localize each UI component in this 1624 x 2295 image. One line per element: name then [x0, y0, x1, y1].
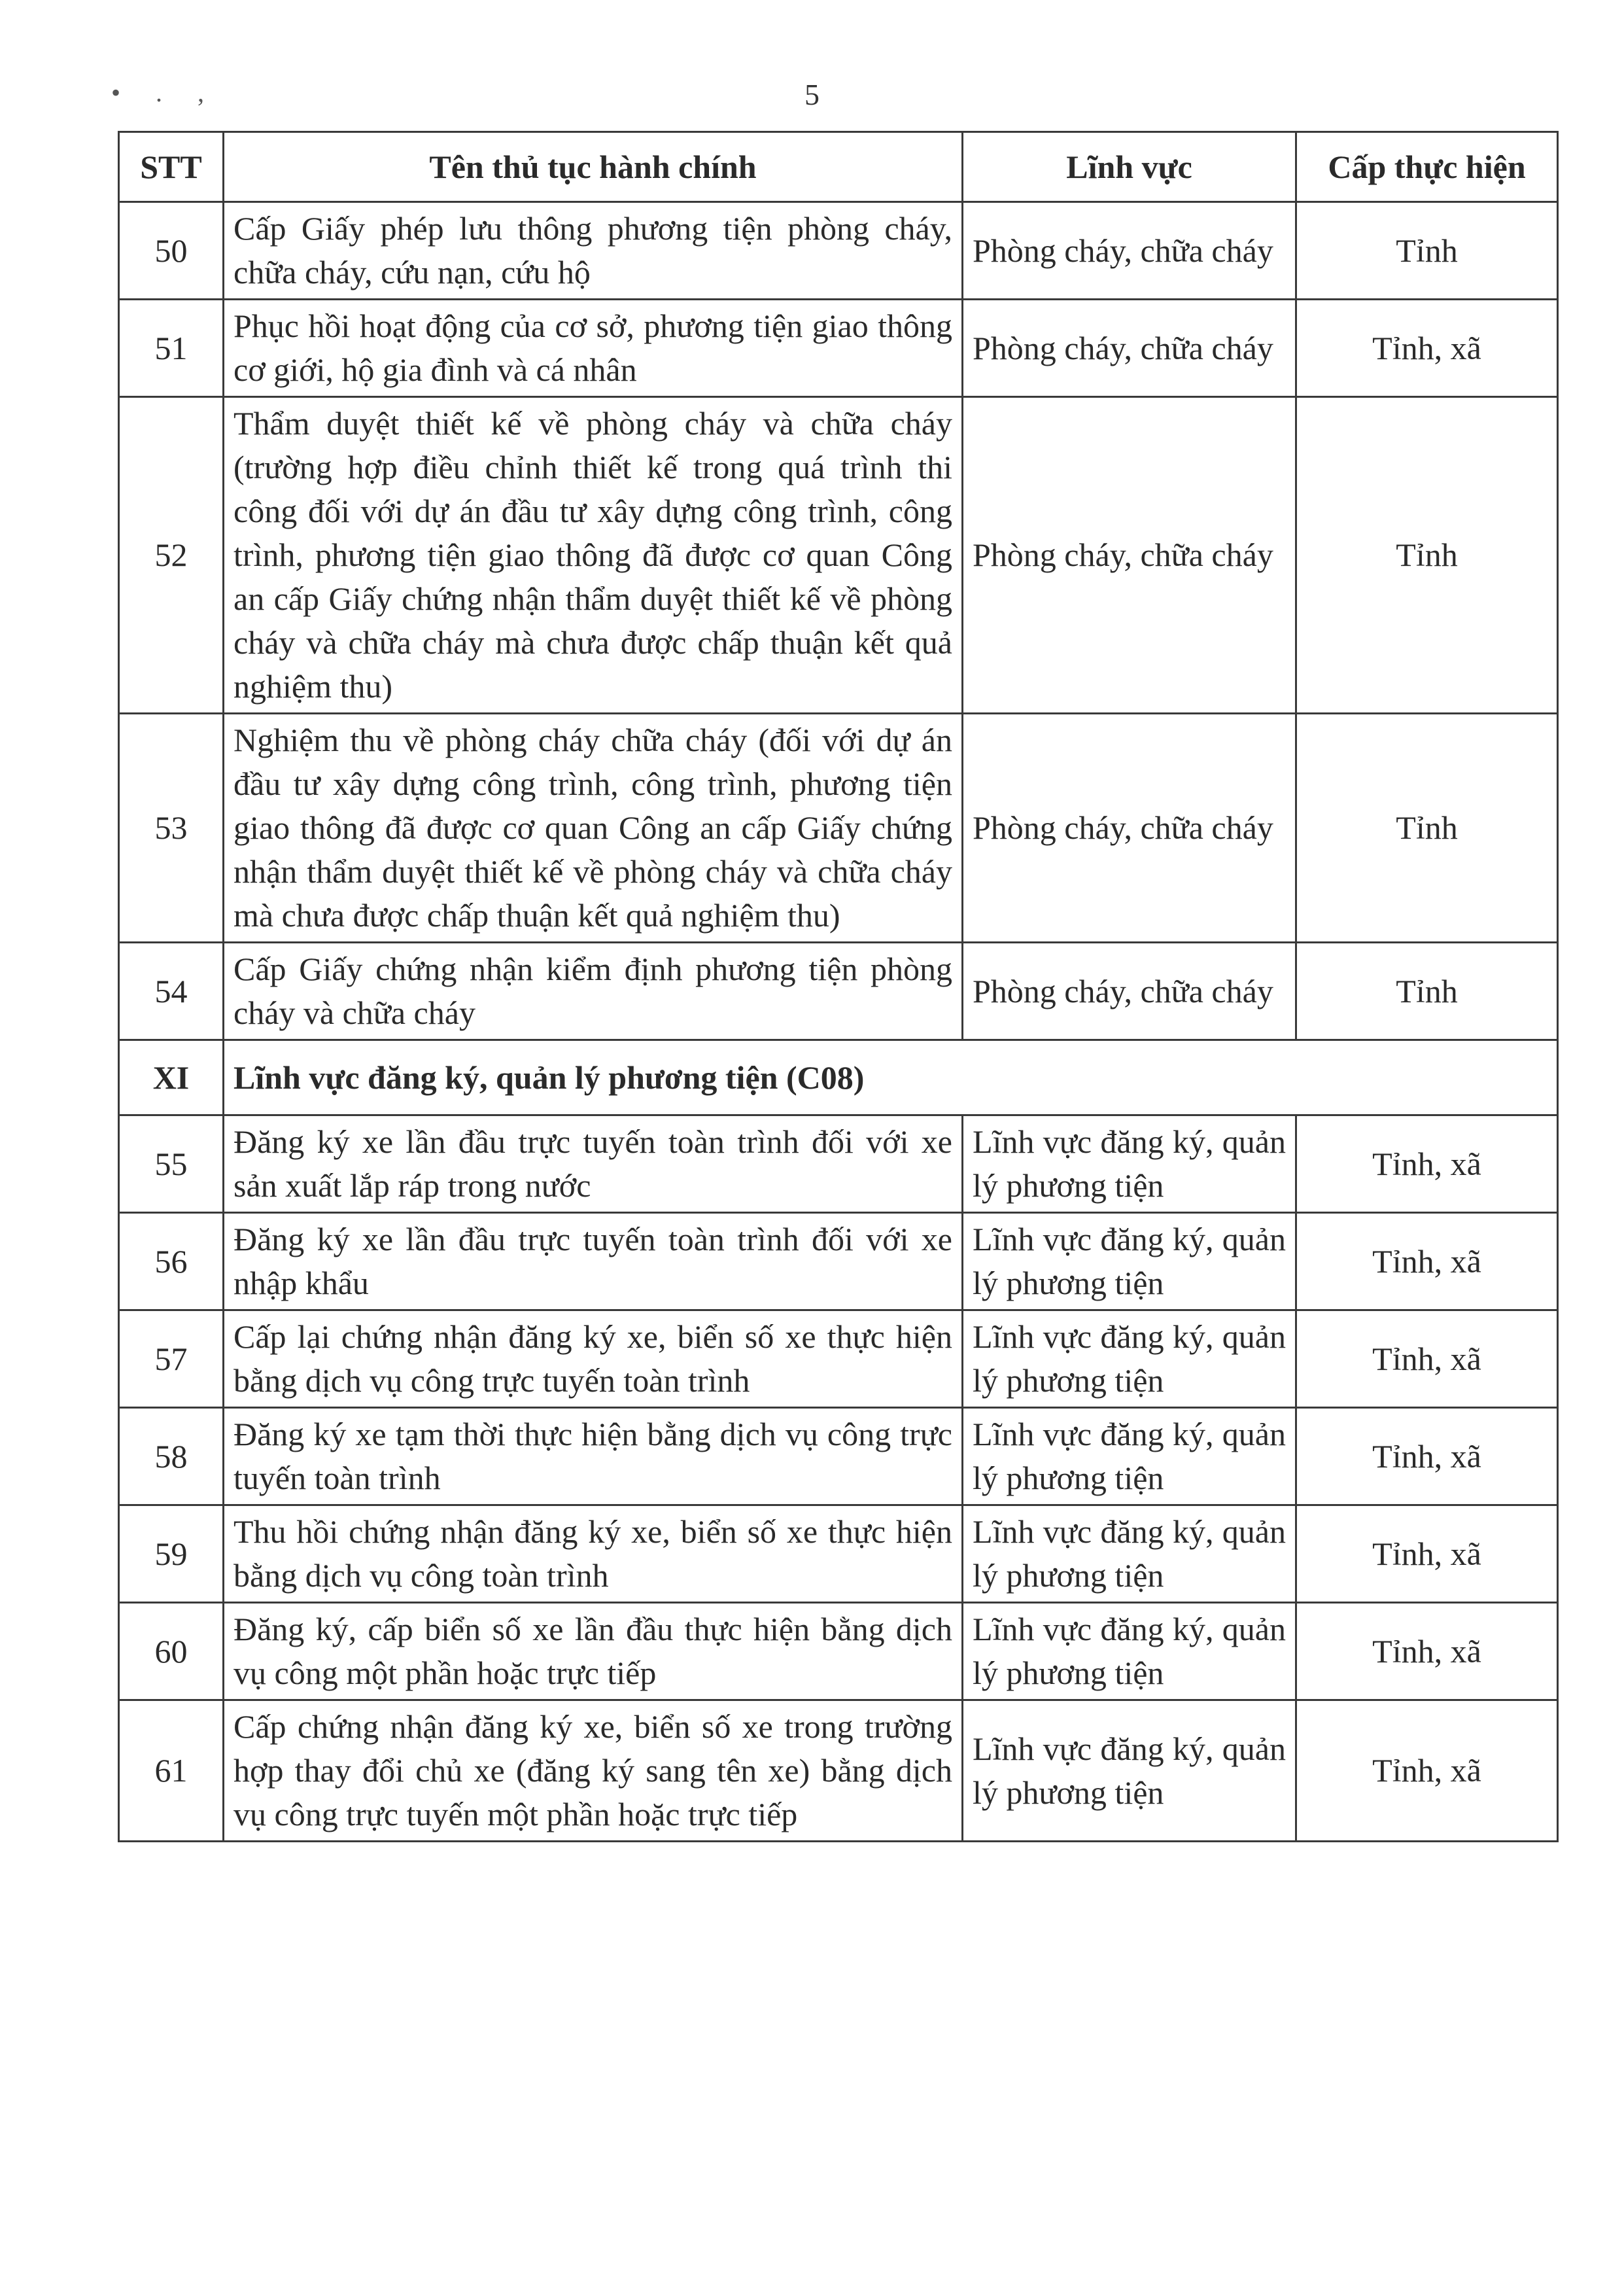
header-field: Lĩnh vực — [963, 132, 1296, 202]
row-procedure-name: Cấp Giấy chứng nhận kiểm định phương tiện phòng cháy và chữa cháy — [224, 943, 963, 1040]
table-row — [119, 714, 1558, 943]
row-level: Tỉnh, xã — [1296, 1310, 1558, 1408]
row-field: Phòng cháy, chữa cháy — [963, 397, 1296, 714]
row-field: Lĩnh vực đăng ký, quản lý phương tiện — [963, 1603, 1296, 1700]
row-stt: 50 — [119, 202, 224, 300]
row-field: Lĩnh vực đăng ký, quản lý phương tiện — [963, 1408, 1296, 1505]
row-procedure-name: Thẩm duyệt thiết kế về phòng cháy và chữa cháy (trường hợp điều chỉnh thiết kế trong quá trình thi công đối với dự án đầu tư xây dựng công trình, công trình, phương tiện giao thông đã được cơ quan Công an cấp Giấy chứng nhận thẩm duyệt thiết kế về phòng cháy và chữa cháy mà chưa được chấp thuận kết quả nghiệm thu) — [224, 397, 963, 714]
section-stt: XI — [119, 1040, 224, 1115]
row-procedure-name: Thu hồi chứng nhận đăng ký xe, biển số xe thực hiện bằng dịch vụ công toàn trình — [224, 1505, 963, 1603]
table-row — [119, 202, 1558, 300]
row-level: Tỉnh, xã — [1296, 1115, 1558, 1213]
header-level: Cấp thực hiện — [1296, 132, 1558, 202]
row-procedure-name: Đăng ký xe lần đầu trực tuyến toàn trình đối với xe nhập khẩu — [224, 1213, 963, 1310]
row-stt: 57 — [119, 1310, 224, 1408]
scan-marks: • . , — [111, 78, 219, 107]
row-field: Phòng cháy, chữa cháy — [963, 202, 1296, 300]
row-stt: 52 — [119, 397, 224, 714]
table-row — [119, 1213, 1558, 1310]
row-level: Tỉnh, xã — [1296, 1213, 1558, 1310]
row-procedure-name: Đăng ký xe lần đầu trực tuyến toàn trình đối với xe sản xuất lắp ráp trong nước — [224, 1115, 963, 1213]
row-field: Lĩnh vực đăng ký, quản lý phương tiện — [963, 1700, 1296, 1842]
table-row — [119, 1408, 1558, 1505]
row-field: Phòng cháy, chữa cháy — [963, 943, 1296, 1040]
row-level: Tỉnh, xã — [1296, 1408, 1558, 1505]
row-field: Lĩnh vực đăng ký, quản lý phương tiện — [963, 1213, 1296, 1310]
header-procedure-name: Tên thủ tục hành chính — [224, 132, 963, 202]
row-level: Tỉnh — [1296, 202, 1558, 300]
table-row — [119, 1310, 1558, 1408]
row-stt: 58 — [119, 1408, 224, 1505]
row-field: Lĩnh vực đăng ký, quản lý phương tiện — [963, 1310, 1296, 1408]
row-procedure-name: Phục hồi hoạt động của cơ sở, phương tiện giao thông cơ giới, hộ gia đình và cá nhân — [224, 300, 963, 397]
row-stt: 55 — [119, 1115, 224, 1213]
table-row — [119, 943, 1558, 1040]
section-row — [119, 1040, 1558, 1115]
row-stt: 59 — [119, 1505, 224, 1603]
table-row — [119, 1700, 1558, 1842]
table-header-row — [119, 132, 1558, 202]
row-stt: 53 — [119, 714, 224, 943]
header-stt: STT — [119, 132, 224, 202]
row-stt: 54 — [119, 943, 224, 1040]
row-stt: 61 — [119, 1700, 224, 1842]
row-field: Phòng cháy, chữa cháy — [963, 714, 1296, 943]
row-procedure-name: Đăng ký, cấp biển số xe lần đầu thực hiện bằng dịch vụ công một phần hoặc trực tiếp — [224, 1603, 963, 1700]
row-procedure-name: Cấp lại chứng nhận đăng ký xe, biển số xe thực hiện bằng dịch vụ công trực tuyến toàn trình — [224, 1310, 963, 1408]
row-level: Tỉnh, xã — [1296, 1700, 1558, 1842]
row-procedure-name: Cấp chứng nhận đăng ký xe, biển số xe trong trường hợp thay đổi chủ xe (đăng ký sang tên xe) bằng dịch vụ công trực tuyến một phần hoặc trực tiếp — [224, 1700, 963, 1842]
table-row — [119, 1115, 1558, 1213]
row-stt: 60 — [119, 1603, 224, 1700]
table-row — [119, 1505, 1558, 1603]
row-level: Tỉnh, xã — [1296, 1505, 1558, 1603]
row-procedure-name: Nghiệm thu về phòng cháy chữa cháy (đối với dự án đầu tư xây dựng công trình, công trình, phương tiện giao thông đã được cơ quan Công an cấp Giấy chứng nhận thẩm duyệt thiết kế về phòng cháy và chữa cháy mà chưa được chấp thuận kết quả nghiệm thu) — [224, 714, 963, 943]
row-field: Lĩnh vực đăng ký, quản lý phương tiện — [963, 1115, 1296, 1213]
section-title: Lĩnh vực đăng ký, quản lý phương tiện (C08) — [224, 1040, 1558, 1115]
table-row — [119, 397, 1558, 714]
table-row — [119, 1603, 1558, 1700]
row-stt: 56 — [119, 1213, 224, 1310]
row-level: Tỉnh, xã — [1296, 300, 1558, 397]
row-level: Tỉnh — [1296, 397, 1558, 714]
row-stt: 51 — [119, 300, 224, 397]
procedures-table — [118, 131, 1559, 1842]
row-field: Lĩnh vực đăng ký, quản lý phương tiện — [963, 1505, 1296, 1603]
row-level: Tỉnh — [1296, 943, 1558, 1040]
row-field: Phòng cháy, chữa cháy — [963, 300, 1296, 397]
page-number: 5 — [804, 78, 820, 111]
row-procedure-name: Cấp Giấy phép lưu thông phương tiện phòng cháy, chữa cháy, cứu nạn, cứu hộ — [224, 202, 963, 300]
row-level: Tỉnh, xã — [1296, 1603, 1558, 1700]
row-procedure-name: Đăng ký xe tạm thời thực hiện bằng dịch vụ công trực tuyến toàn trình — [224, 1408, 963, 1505]
row-level: Tỉnh — [1296, 714, 1558, 943]
table-row — [119, 300, 1558, 397]
